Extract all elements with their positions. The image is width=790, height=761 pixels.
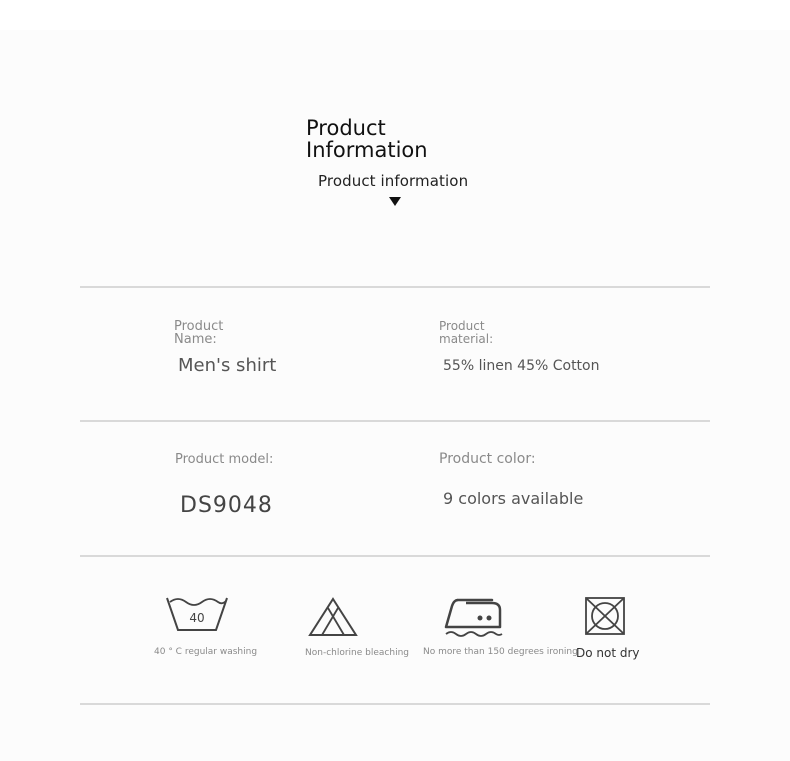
- product-name-label: [174, 320, 223, 346]
- divider-3: [80, 555, 710, 557]
- iron-icon: [442, 594, 504, 638]
- wash-tub-icon: [164, 592, 230, 638]
- product-material-label-line-1: Product: [439, 319, 485, 333]
- down-arrow-icon: [389, 197, 401, 206]
- tumble-dry-crossed-icon: [584, 596, 626, 636]
- page-subtitle: Product information: [318, 172, 469, 190]
- product-color-label: Product color:: [439, 451, 536, 467]
- product-material-label-line-2: material:: [439, 332, 494, 346]
- product-name-label-line-2: Name:: [174, 332, 217, 347]
- divider-4: [80, 703, 710, 705]
- product-name-label-line-1: Product: [174, 319, 224, 334]
- wash-temp: 40: [189, 611, 205, 625]
- top-band: [0, 0, 790, 30]
- product-material-label: [439, 320, 493, 346]
- title-line-1: Product: [306, 116, 386, 140]
- dry-label: Do not dry: [576, 646, 640, 660]
- title-line-2: Information: [306, 138, 428, 162]
- page-title: [306, 117, 506, 161]
- divider-2: [80, 420, 710, 422]
- product-name-value: Men's shirt: [178, 355, 277, 376]
- product-color-value: 9 colors available: [443, 489, 584, 508]
- wash-label: 40 ° C regular washing: [154, 647, 258, 657]
- product-material-value: 55% linen 45% Cotton: [443, 358, 600, 374]
- product-model-value: DS9048: [180, 493, 273, 518]
- product-model-label: Product model:: [175, 452, 274, 467]
- bleach-triangle-icon: [307, 596, 359, 638]
- divider-1: [80, 286, 710, 288]
- bleach-label: Non-chlorine bleaching: [305, 648, 409, 658]
- iron-label: No more than 150 degrees ironing: [423, 647, 578, 657]
